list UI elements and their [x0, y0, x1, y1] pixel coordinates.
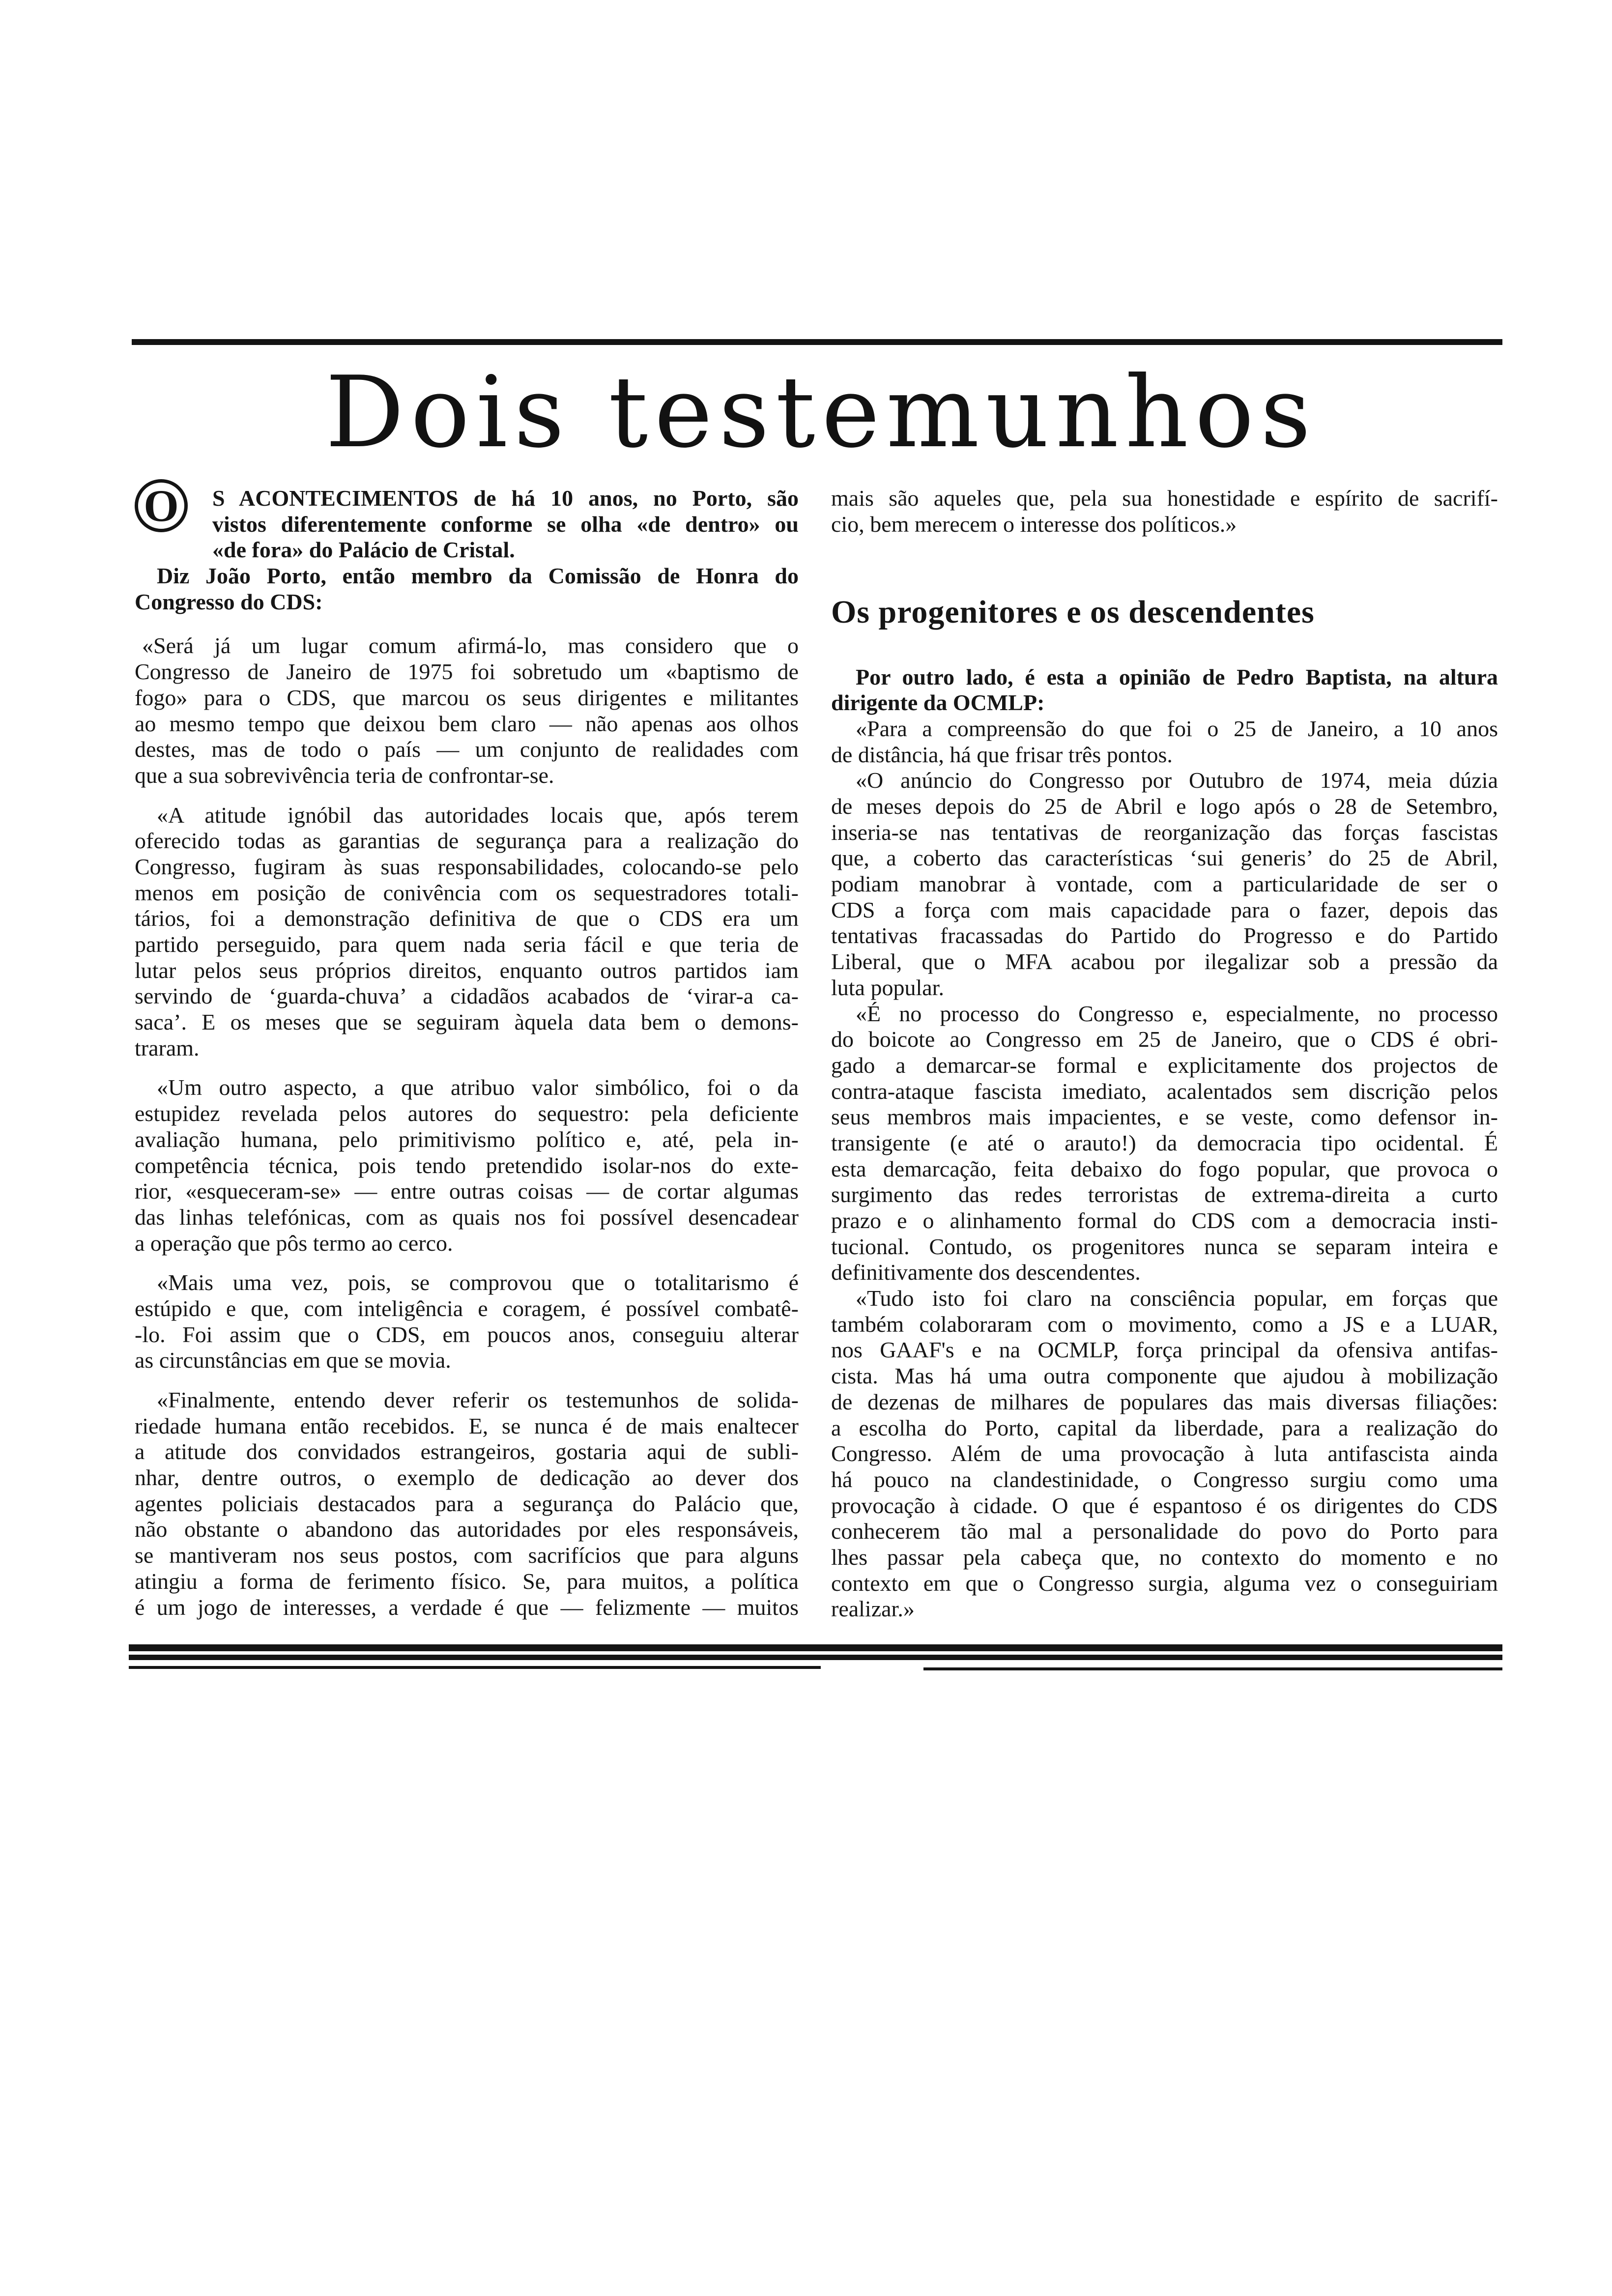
paragraph	[135, 633, 799, 788]
paragraph	[135, 803, 799, 1062]
text-line: inseria-se nas tentativas de reorganização das forças fascistas	[831, 819, 1498, 845]
text-line: as circunstâncias em que se movia.	[135, 1348, 451, 1373]
top-rule	[132, 339, 1502, 345]
paragraph	[831, 716, 1498, 768]
text-line: Por outro lado, é esta a opinião de Pedro Baptista, na altura	[856, 664, 1498, 689]
text-line: luta popular.	[831, 975, 944, 1000]
paragraph	[831, 1001, 1498, 1286]
text-line: que, a coberto das características ‘sui generis’ do 25 de Abril,	[831, 845, 1498, 871]
text-line: «de fora» do Palácio de Cristal.	[212, 537, 515, 563]
left-column	[135, 481, 799, 1620]
text-line: Congresso, fugiram às suas responsabilidades, colocando-se pelo	[135, 854, 799, 879]
paragraph	[831, 1286, 1498, 1622]
paragraph-continuation	[831, 486, 1498, 537]
text-line: «A atitude ignóbil das autoridades locais que, após terem	[157, 802, 799, 828]
text-line: cista. Mas há uma outra componente que ajudou à mobilização	[831, 1363, 1498, 1389]
text-line: tários, foi a demonstração definitiva de que o CDS era um	[135, 906, 799, 931]
paragraph	[831, 768, 1498, 1001]
text-line: estúpido e que, com inteligência e coragem, é possível combatê-	[135, 1295, 799, 1321]
text-line: fogo» para o CDS, que marcou os seus dirigentes e militantes	[135, 685, 799, 710]
text-line: S ACONTECIMENTOS de há 10 anos, no Porto, são	[212, 486, 799, 511]
text-line: «Um outro aspecto, a que atribuo valor simbólico, foi o da	[157, 1075, 799, 1100]
attribution-joao-porto	[135, 563, 799, 615]
text-line: lutar pelos seus próprios direitos, enquanto outros partidos iam	[135, 957, 799, 983]
text-line: traram.	[135, 1035, 200, 1061]
text-line: contexto em que o Congresso surgia, alguma vez o conseguiriam	[831, 1570, 1498, 1596]
text-line: não obstante o abandono das autoridades por eles responsáveis,	[135, 1517, 799, 1542]
text-line: atingiu a forma de ferimento físico. Se, para muitos, a política	[135, 1568, 799, 1594]
text-line: nos GAAF's e na OCMLP, força principal da ofensiva antifas-	[831, 1337, 1498, 1363]
text-line: surgimento das redes terroristas de extrema-direita a curto	[831, 1182, 1498, 1207]
text-line: tucional. Contudo, os progenitores nunca se separam inteira e	[831, 1234, 1498, 1259]
text-line: menos em posição de conivência com os sequestradores totali-	[135, 880, 799, 905]
text-line: Congresso do CDS:	[135, 589, 323, 614]
text-line: lhes passar pela cabeça que, no contexto do momento e no	[831, 1544, 1498, 1570]
text-line: seus membros mais impacientes, e se veste, como defensor in-	[831, 1104, 1498, 1130]
bottom-rule	[129, 1644, 1502, 1651]
text-line: é um jogo de interesses, a verdade é que — felizmente — muitos	[135, 1594, 799, 1620]
text-line: a atitude dos convidados estrangeiros, gostaria aqui de subli-	[135, 1439, 799, 1464]
text-line: Congresso de Janeiro de 1975 foi sobretudo um «baptismo de	[135, 659, 799, 685]
text-line: se mantiveram nos seus postos, com sacrifícios que para alguns	[135, 1543, 799, 1568]
text-line: riedade humana então recebidos. E, se nunca é de mais enaltecer	[135, 1413, 799, 1438]
text-line: Liberal, que o MFA acabou por ilegalizar sob a pressão da	[831, 949, 1498, 975]
text-line: realizar.»	[831, 1596, 915, 1622]
text-line: provocação à cidade. O que é espantoso é os dirigentes do CDS	[831, 1492, 1498, 1518]
text-line: competência técnica, pois tendo pretendido isolar-nos do exte-	[135, 1152, 799, 1178]
text-line: cio, bem merecem o interesse dos políticos.»	[831, 511, 1237, 537]
text-line: rior, «esqueceram-se» — entre outras coisas — de cortar algumas	[135, 1178, 799, 1204]
text-line: também colaboraram com o movimento, como a JS e a LUAR,	[831, 1311, 1498, 1337]
text-line: transigente (e até o arauto!) da democracia tipo ocidental. É	[831, 1130, 1498, 1155]
paragraph	[135, 1270, 799, 1374]
text-line: de distância, há que frisar três pontos.	[831, 742, 1173, 767]
bottom-rule-thin	[923, 1667, 1502, 1670]
text-line: «Para a compreensão do que foi o 25 de Janeiro, a 10 anos	[856, 716, 1498, 741]
bottom-rule	[129, 1655, 1502, 1660]
text-line: das linhas telefónicas, com as quais nos foi possível desencadear	[135, 1204, 799, 1230]
text-line: definitivamente dos descendentes.	[831, 1260, 1141, 1285]
text-line: partido perseguido, para quem nada seria fácil e que teria de	[135, 932, 799, 957]
text-line: «Será já um lugar comum afirmá-lo, mas considero que o	[142, 633, 799, 659]
text-line: de dezenas de milhares de populares das mais diversas filiações:	[831, 1389, 1498, 1414]
text-line: Diz João Porto, então membro da Comissão de Honra do	[157, 563, 799, 589]
paragraph	[135, 1387, 799, 1620]
bottom-rule-thin	[129, 1666, 821, 1669]
text-line: CDS a força com mais capacidade para o fazer, depois das	[831, 897, 1498, 922]
text-line: mais são aqueles que, pela sua honestidade e espírito de sacrifí-	[831, 486, 1498, 511]
text-line: «É no processo do Congresso e, especialmente, no processo	[856, 1001, 1498, 1026]
text-line: contra-ataque fascista imediato, acalentados sem discrição pelos	[831, 1078, 1498, 1104]
attribution-pedro-baptista	[831, 664, 1498, 716]
text-line: Congresso. Além de uma provocação à luta antifascista ainda	[831, 1441, 1498, 1466]
text-line: «O anúncio do Congresso por Outubro de 1974, meia dúzia	[856, 768, 1498, 793]
text-line: tentativas fracassadas do Partido do Progresso e do Partido	[831, 923, 1498, 948]
headline: Dois testemunhos	[325, 355, 1318, 470]
text-line: que a sua sobrevivência teria de confrontar-se.	[135, 762, 554, 788]
text-line: ao mesmo tempo que deixou bem claro — não apenas aos olhos	[135, 711, 799, 736]
text-line: do boicote ao Congresso em 25 de Janeiro, que o CDS é obri-	[831, 1027, 1498, 1052]
text-line: dirigente da OCMLP:	[831, 690, 1045, 716]
text-line: «Tudo isto foi claro na consciência popular, em forças que	[856, 1286, 1498, 1311]
right-column	[831, 486, 1498, 1622]
text-line: gado a demarcar-se formal e explicitamente dos projectos de	[831, 1052, 1498, 1078]
text-line: saca’. E os meses que se seguiram àquela data bem o demons-	[135, 1009, 799, 1035]
text-line: «Finalmente, entendo dever referir os testemunhos de solida-	[157, 1387, 799, 1412]
text-line: estupidez revelada pelos autores do sequestro: pela deficiente	[135, 1101, 799, 1126]
text-line: vistos diferentemente conforme se olha «de dentro» ou	[212, 511, 799, 537]
text-line: a operação que pôs termo ao cerco.	[135, 1230, 453, 1256]
text-line: prazo e o alinhamento formal do CDS com a democracia insti-	[831, 1208, 1498, 1233]
text-line: conhecerem tão mal a personalidade do povo do Porto para	[831, 1519, 1498, 1544]
text-line: «Mais uma vez, pois, se comprovou que o totalitarismo é	[157, 1270, 799, 1295]
text-line: -lo. Foi assim que o CDS, em poucos anos, conseguiu alterar	[135, 1321, 799, 1347]
text-line: nhar, dentre outros, o exemplo de dedicação ao dever dos	[135, 1465, 799, 1491]
text-line: avaliação humana, pelo primitivismo político e, até, pela in-	[135, 1126, 799, 1152]
text-line: esta demarcação, feita debaixo do fogo popular, que provoca o	[831, 1156, 1498, 1181]
text-line: servindo de ‘guarda-chuva’ a cidadãos acabados de ‘virar-a ca-	[135, 983, 799, 1009]
section-heading: Os progenitores e os descendentes	[831, 594, 1315, 630]
text-line: podiam manobrar à vontade, com a particularidade de ser o	[831, 871, 1498, 897]
drop-cap: O	[135, 479, 188, 532]
lead-paragraph	[135, 486, 799, 563]
text-line: a escolha do Porto, capital da liberdade, para a realização do	[831, 1415, 1498, 1440]
text-line: oferecido todas as garantias de segurança para a realização do	[135, 828, 799, 854]
text-line: há pouco na clandestinidade, o Congresso surgiu como uma	[831, 1466, 1498, 1492]
text-line: agentes policiais destacados para a segurança do Palácio que,	[135, 1491, 799, 1516]
text-line: de meses depois do 25 de Abril e logo após o 28 de Setembro,	[831, 794, 1498, 819]
text-line: destes, mas de todo o país — um conjunto de realidades com	[135, 737, 799, 762]
paragraph	[135, 1075, 799, 1256]
